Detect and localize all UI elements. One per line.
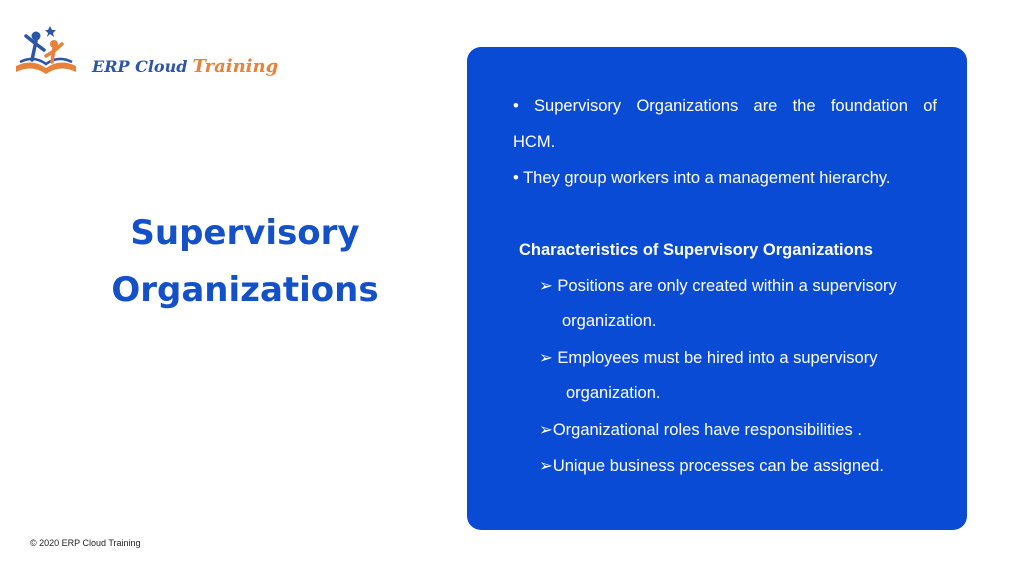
bullet-2: • They group workers into a management hierarchy. xyxy=(513,169,891,187)
bullet-1-word: foundation xyxy=(830,97,908,115)
list-item: ➢ Employees must be hired into a supervisory xyxy=(539,349,878,367)
content-panel xyxy=(467,47,967,530)
bullet-1-continuation: HCM. xyxy=(513,133,556,151)
slide-title-line-1: Supervisory xyxy=(130,213,360,253)
list-item: ➢Organizational roles have responsibilities . xyxy=(539,421,862,439)
logo-wordmark xyxy=(92,56,278,77)
bullet-1-word: are xyxy=(753,97,778,115)
list-item: ➢ Positions are only created within a supervisory xyxy=(539,277,897,295)
list-item: ➢Unique business processes can be assigned. xyxy=(539,457,884,475)
logo-brand: ERP Cloud xyxy=(92,57,188,76)
book-people-icon xyxy=(12,22,82,82)
list-item-continuation: organization. xyxy=(566,384,661,402)
logo xyxy=(12,22,279,86)
bullet-1-word: Supervisory xyxy=(534,97,622,115)
bullet-1-word: the xyxy=(792,97,816,115)
bullet-1-word: of xyxy=(923,97,937,115)
bullet-1-word: • xyxy=(513,97,519,115)
list-item-continuation: organization. xyxy=(562,312,657,330)
slide-title-line-2: Organizations xyxy=(111,270,379,310)
bullet-1-word: Organizations xyxy=(636,97,739,115)
characteristics-heading: Characteristics of Supervisory Organizations xyxy=(519,241,873,259)
copyright-footer: © 2020 ERP Cloud Training xyxy=(30,538,141,548)
slide-title xyxy=(100,205,390,319)
logo-brand-accent: Training xyxy=(192,56,279,77)
bullet-1 xyxy=(513,97,937,116)
